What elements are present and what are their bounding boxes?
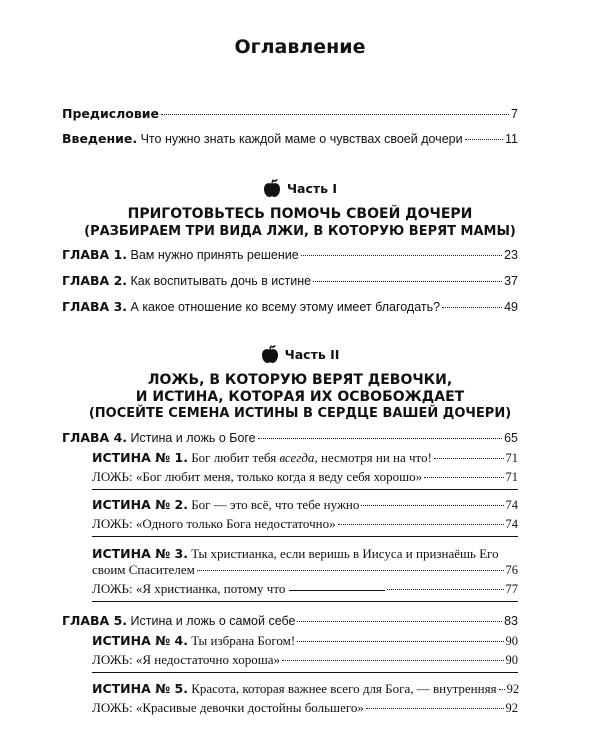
intro-label-bold: Введение. (62, 131, 138, 146)
leader-dots (297, 641, 503, 642)
page-number: 49 (504, 300, 518, 314)
part-1-label: Часть I (286, 180, 338, 196)
apple-icon (263, 178, 281, 198)
part-2-label-row (0, 344, 600, 364)
part-2-heading-line-2: И ИСТИНА, КОТОРАЯ ИХ ОСВОБОЖДАЕТ (135, 389, 465, 405)
chapter-title: Вам нужно принять решение (127, 248, 299, 262)
toc-entry-truth-1 (92, 450, 518, 466)
leader-dots (442, 307, 502, 308)
divider (92, 672, 518, 673)
toc-entry-lie-5 (92, 700, 518, 716)
leader-dots (338, 524, 504, 525)
page-number: 37 (504, 274, 518, 288)
toc-entry-truth-5 (92, 681, 518, 697)
toc-entry-chapter-4 (62, 430, 518, 445)
chapter-number: ГЛАВА 4. (62, 430, 128, 445)
lie-label: ЛОЖЬ: (92, 469, 133, 484)
chapter-title: Как воспитывать дочь в истине (127, 274, 312, 288)
truth-text-emphasis: всегда (279, 450, 315, 465)
page-number: 74 (505, 498, 518, 512)
divider (92, 489, 518, 490)
toc-entry-truth-2 (92, 497, 518, 513)
leader-dots (499, 689, 505, 690)
lie-text: «Я христианка, потому что (132, 581, 286, 596)
toc-entry-lie-2 (92, 516, 518, 532)
toc-entry-chapter-2 (62, 273, 518, 288)
toc-entry-truth-3-cont (92, 562, 518, 578)
part-2-subheading: (ПОСЕЙТЕ СЕМЕНА ИСТИНЫ В СЕРДЦЕ ВАШЕЙ ДОЧЕРИ) (88, 406, 512, 421)
chapter-number: ГЛАВА 5. (62, 613, 128, 628)
apple-icon (261, 344, 279, 364)
page-number: 92 (505, 701, 518, 715)
truth-number: ИСТИНА № 4. (92, 633, 188, 648)
truth-text: Ты христианка, если веришь в Иисуса и признаёшь Его (187, 546, 499, 561)
truth-number: ИСТИНА № 3. (92, 546, 188, 561)
chapter-number: ГЛАВА 3. (62, 299, 128, 314)
part-1-heading: ПРИГОТОВЬТЕСЬ ПОМОЧЬ СВОЕЙ ДОЧЕРИ (127, 206, 473, 222)
lie-text: «Красивые девочки достойны большего» (132, 700, 364, 715)
page-number: 71 (505, 470, 518, 484)
toc-entry-chapter-5 (62, 613, 518, 628)
toc-entry-chapter-1 (62, 247, 518, 262)
leader-dots (282, 660, 503, 661)
leader-dots (366, 708, 504, 709)
leader-dots (313, 281, 502, 282)
page-number: 7 (511, 107, 518, 121)
preface-label: Предисловие (62, 106, 160, 121)
toc-entry-intro (62, 131, 518, 146)
leader-dots (387, 589, 503, 590)
leader-dots (301, 255, 502, 256)
lie-label: ЛОЖЬ: (92, 581, 133, 596)
page-number: 83 (504, 614, 518, 628)
divider (92, 536, 518, 537)
toc-entry-lie-4 (92, 652, 518, 668)
page-number: 65 (504, 431, 518, 445)
truth-number: ИСТИНА № 5. (92, 681, 188, 696)
part-2-label: Часть II (284, 346, 340, 362)
leader-dots (424, 477, 503, 478)
toc-entry-chapter-3 (62, 299, 518, 314)
page-number: 71 (505, 451, 518, 465)
page-number: 77 (505, 582, 518, 596)
page-number: 11 (505, 132, 518, 146)
truth-text: Бог любит тебя (187, 450, 280, 465)
part-2-heading-line-1: ЛОЖЬ, В КОТОРУЮ ВЕРЯТ ДЕВОЧКИ, (147, 372, 453, 388)
toc-entry-lie-1 (92, 469, 518, 485)
toc-entry-lie-3 (92, 581, 518, 597)
chapter-title: А какое отношение ко всему этому имеет благодать? (127, 300, 441, 314)
chapter-number: ГЛАВА 2. (62, 273, 128, 288)
page-number: 90 (505, 653, 518, 667)
lie-label: ЛОЖЬ: (92, 652, 133, 667)
leader-dots (297, 621, 502, 622)
truth-text: своим Спасителем (92, 562, 195, 577)
fill-in-blank (289, 590, 385, 591)
intro-label: Что нужно знать каждой маме о чувствах своей дочери (137, 132, 463, 146)
page-number: 74 (505, 517, 518, 531)
leader-dots (434, 458, 504, 459)
truth-text: Красота, которая важнее всего для Бога, — внутренняя (187, 681, 497, 696)
toc-entry-truth-4 (92, 633, 518, 649)
lie-text: «Одного только Бога недостаточно» (132, 516, 336, 531)
toc-entry-truth-3 (92, 546, 518, 562)
part-1-label-row (0, 178, 600, 198)
chapter-title: Истина и ложь о самой себе (127, 614, 296, 628)
truth-text: , несмотря ни на что! (314, 450, 432, 465)
truth-text: Бог — это всё, что тебе нужно (187, 497, 360, 512)
leader-dots (197, 570, 504, 571)
leader-dots (258, 438, 502, 439)
leader-dots (361, 505, 503, 506)
truth-text: Ты избрана Богом! (187, 633, 296, 648)
truth-number: ИСТИНА № 2. (92, 497, 188, 512)
chapter-title: Истина и ложь о Боге (127, 431, 256, 445)
truth-number: ИСТИНА № 1. (92, 450, 188, 465)
divider (92, 601, 518, 602)
lie-text: «Бог любит меня, только когда я веду себя хорошо» (132, 469, 423, 484)
lie-label: ЛОЖЬ: (92, 700, 133, 715)
page-title: Оглавление (234, 36, 366, 58)
leader-dots (465, 139, 503, 140)
toc-entry-preface (62, 106, 518, 121)
page-number: 92 (506, 682, 520, 696)
chapter-number: ГЛАВА 1. (62, 247, 128, 262)
lie-text: «Я недостаточно хороша» (132, 652, 281, 667)
leader-dots (161, 114, 509, 115)
part-1-subheading: (РАЗБИРАЕМ ТРИ ВИДА ЛЖИ, В КОТОРУЮ ВЕРЯТ МАМЫ) (84, 224, 516, 239)
page-number: 76 (505, 563, 518, 577)
page-number: 90 (505, 634, 518, 648)
page-number: 23 (504, 248, 518, 262)
lie-label: ЛОЖЬ: (92, 516, 133, 531)
